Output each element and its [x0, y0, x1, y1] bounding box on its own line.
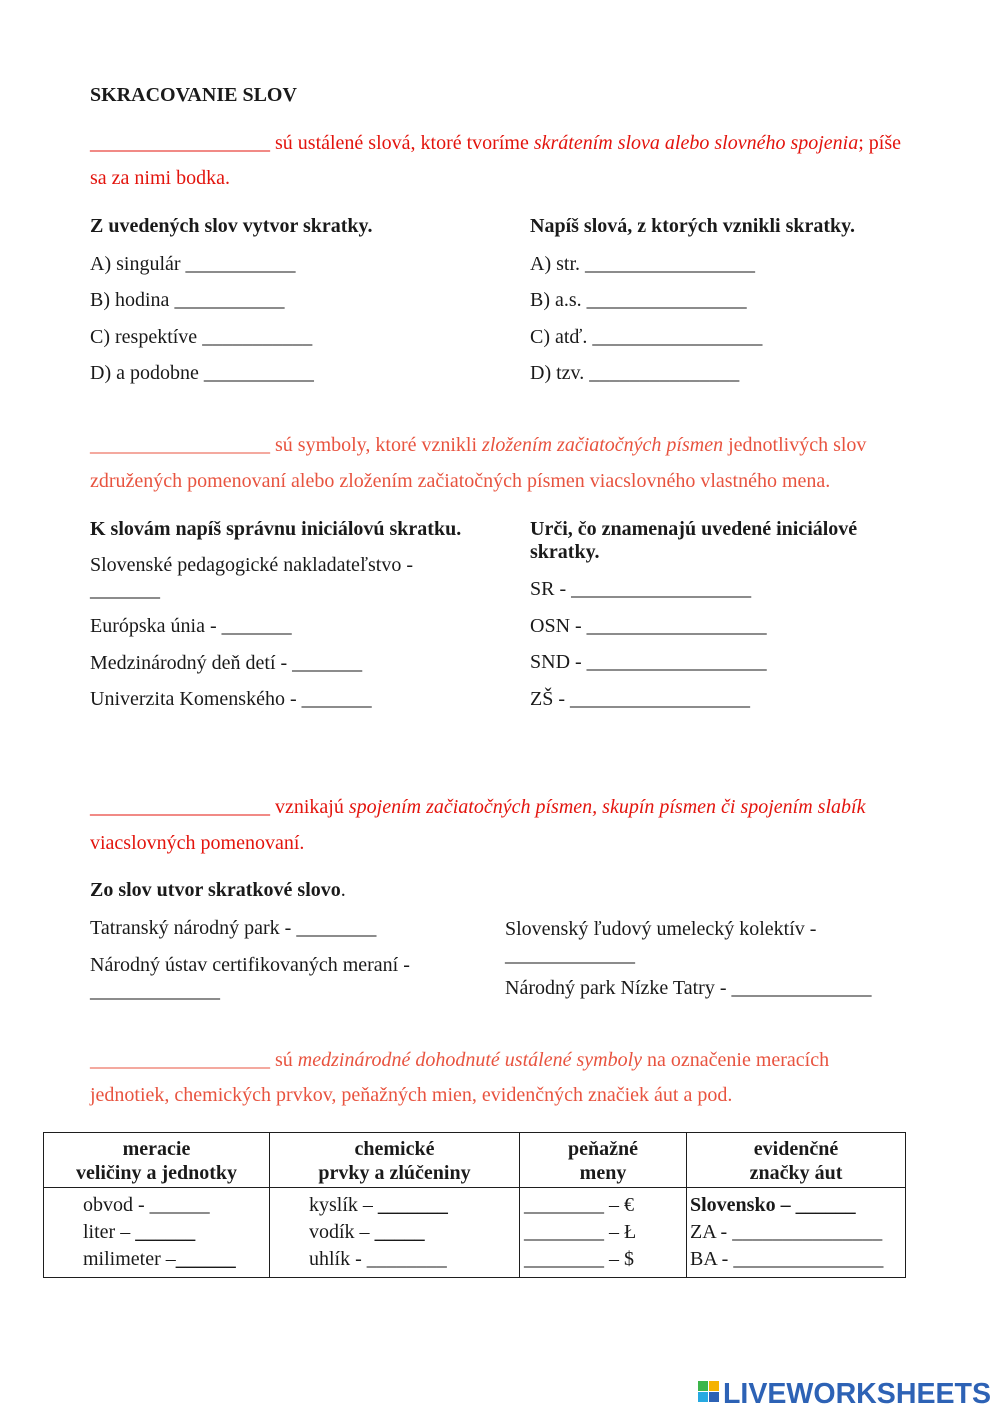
answer-blank[interactable]: ______ — [149, 1194, 210, 1216]
definition-blank[interactable]: __________________ — [90, 796, 270, 818]
table-entry — [524, 1192, 684, 1219]
entry-label: obvod - — [83, 1194, 145, 1216]
table-header-cell — [270, 1133, 520, 1188]
definition-italic: medzinárodné dohodnuté ustálené symboly — [297, 1049, 642, 1071]
header-line: prvky a zlúčeniny — [318, 1162, 471, 1184]
item-label: OSN - — [530, 615, 582, 637]
exercise-item — [530, 325, 762, 349]
entry-label: liter – — [83, 1221, 131, 1243]
definition-italic: zložením začiatočných písmen — [482, 434, 724, 456]
exercise-item — [90, 651, 362, 675]
answer-blank[interactable]: __________________ — [571, 578, 752, 600]
table-entry — [309, 1219, 517, 1246]
answer-blank[interactable]: _____________ — [90, 980, 220, 1002]
table-row — [44, 1188, 906, 1278]
definition-line — [90, 131, 901, 155]
table-entry — [309, 1246, 517, 1273]
entry-label: ZA - — [690, 1221, 728, 1243]
exercise-item — [90, 916, 376, 940]
item-label: SR - — [530, 578, 567, 600]
entry-label: – Ł — [609, 1221, 637, 1243]
item-label: Slovenské pedagogické nakladateľstvo - — [90, 554, 414, 576]
exercise-item — [530, 288, 747, 312]
answer-blank[interactable]: _______ — [301, 688, 372, 710]
table-cell — [270, 1188, 520, 1278]
definition-line — [90, 795, 865, 819]
table-entry — [524, 1219, 684, 1246]
exercise-item — [530, 577, 751, 601]
definition-line — [90, 1048, 829, 1072]
logo-text: LIVEWORKSHEETS — [723, 1378, 991, 1406]
answer-blank[interactable]: __________________ — [586, 651, 767, 673]
answer-blank[interactable]: _____ — [374, 1221, 425, 1243]
entry-label: – $ — [609, 1248, 634, 1270]
definition-blank[interactable]: __________________ — [90, 434, 270, 456]
exercise-heading: K slovám napíš správnu iniciálovú skratku. — [90, 518, 462, 540]
item-label: D) tzv. — [530, 362, 585, 384]
header-line: evidenčné — [753, 1138, 839, 1160]
table-header-cell — [520, 1133, 687, 1188]
header-line: meny — [579, 1162, 627, 1184]
logo-icon — [698, 1381, 719, 1402]
header-line: peňažné — [568, 1138, 638, 1160]
answer-blank[interactable]: __________________ — [586, 615, 767, 637]
exercise-heading-text: Zo slov utvor skratkové slovo — [90, 879, 341, 901]
item-label: Národný park Nízke Tatry - — [505, 977, 727, 999]
entry-label: kyslík – — [309, 1194, 373, 1216]
table-header-cell — [44, 1133, 270, 1188]
answer-blank[interactable]: ________ — [524, 1194, 604, 1216]
exercise-heading: Urči, čo znamenajú uvedené iniciálové skratky. — [530, 518, 858, 563]
definition-text-end: na označenie meracích — [647, 1049, 830, 1071]
entry-label: vodík – — [309, 1221, 370, 1243]
table-entry — [524, 1246, 684, 1273]
exercise-item — [90, 553, 413, 603]
definition-line — [90, 433, 866, 457]
answer-blank[interactable]: ______ — [135, 1221, 196, 1243]
header-line: značky áut — [749, 1162, 843, 1184]
entry-label: Slovensko – — [690, 1194, 791, 1216]
answer-blank[interactable]: _______________ — [589, 362, 740, 384]
exercise-item — [530, 361, 739, 385]
exercise-heading-period: . — [340, 879, 346, 901]
header-line: chemické — [354, 1138, 435, 1160]
entry-label: milimeter – — [83, 1248, 176, 1270]
exercise-heading: Z uvedených slov vytvor skratky. — [90, 215, 373, 237]
exercise-item — [530, 650, 767, 674]
table-entry — [690, 1192, 903, 1219]
definition-line-2: združených pomenovaní alebo zložením začiatočných písmen viacslovného vlastného mena. — [90, 470, 831, 492]
item-label: Európska únia - — [90, 615, 217, 637]
definition-line-2: viacslovných pomenovaní. — [90, 832, 305, 854]
exercise-item — [530, 252, 755, 276]
exercise-item — [90, 252, 296, 276]
exercise-item — [90, 288, 284, 312]
definition-text: sú symboly, ktoré vznikli — [275, 434, 478, 456]
answer-blank[interactable]: ___________ — [202, 326, 313, 348]
header-line: veličiny a jednotky — [75, 1162, 238, 1184]
item-label: D) a podobne — [90, 362, 199, 384]
table-entry — [83, 1246, 267, 1273]
item-label: Národný ústav certifikovaných meraní - — [90, 954, 410, 976]
answer-blank[interactable]: _______ — [221, 615, 292, 637]
answer-blank[interactable]: ________________ — [586, 289, 747, 311]
answer-blank[interactable]: ______________ — [731, 977, 872, 999]
answer-blank[interactable]: _____________ — [505, 944, 635, 966]
table-cell — [44, 1188, 270, 1278]
table-header-cell — [687, 1133, 906, 1188]
definition-blank[interactable]: __________________ — [90, 132, 270, 154]
definition-line-2: jednotiek, chemických prvkov, peňažných mien, evidenčných značiek áut a pod. — [90, 1084, 733, 1106]
answer-blank[interactable]: _______ — [292, 652, 363, 674]
item-label: Slovenský ľudový umelecký kolektív - — [505, 918, 817, 940]
definition-text: vznikajú — [275, 796, 344, 818]
item-label: C) respektíve — [90, 326, 198, 348]
item-label: ZŠ - — [530, 688, 565, 710]
exercise-item — [505, 976, 871, 1000]
table-entry — [83, 1192, 267, 1219]
answer-blank[interactable]: _________________ — [585, 253, 755, 275]
item-label: Tatranský národný park - — [90, 917, 292, 939]
exercise-item — [530, 687, 750, 711]
answer-blank[interactable]: __________________ — [570, 688, 750, 710]
item-label: B) hodina — [90, 289, 170, 311]
exercise-item — [90, 687, 372, 711]
definition-text-end: jednotlivých slov — [728, 434, 867, 456]
answer-blank[interactable]: ___________ — [185, 253, 296, 275]
page-title: SKRACOVANIE SLOV — [90, 84, 297, 106]
answer-blank[interactable]: _________________ — [592, 326, 763, 348]
item-label: A) singulár — [90, 253, 181, 275]
item-label: Univerzita Komenského - — [90, 688, 297, 710]
answer-blank[interactable]: _______________ — [732, 1221, 883, 1243]
definition-text-end: ; píše — [858, 132, 902, 154]
answer-blank[interactable]: ________ — [524, 1248, 604, 1270]
exercise-heading — [90, 878, 346, 902]
answer-blank[interactable]: _______ — [377, 1194, 448, 1216]
header-line: meracie — [122, 1138, 191, 1160]
answer-blank[interactable]: ___________ — [174, 289, 285, 311]
item-label: Medzinárodný deň detí - — [90, 652, 288, 674]
table-entry — [83, 1219, 267, 1246]
answer-blank[interactable]: _______________ — [733, 1248, 884, 1270]
definition-italic: skrátením slova alebo slovného spojenia — [533, 132, 859, 154]
exercise-item — [90, 952, 410, 1004]
item-label: SND - — [530, 651, 582, 673]
exercise-item — [530, 614, 767, 638]
item-label: C) atď. — [530, 326, 588, 348]
table-header-row — [44, 1133, 906, 1188]
definition-italic: spojením začiatočných písmen, skupín písmen či spojením slabík — [348, 796, 866, 818]
answer-blank[interactable]: _______ — [90, 579, 160, 601]
item-label: B) a.s. — [530, 289, 582, 311]
answer-blank[interactable]: ________ — [366, 1248, 447, 1270]
answer-blank[interactable]: ______ — [795, 1194, 856, 1216]
table-cell — [520, 1188, 687, 1278]
definition-text: sú — [275, 1049, 293, 1071]
answer-blank[interactable]: ________ — [524, 1221, 604, 1243]
table-entry — [690, 1246, 903, 1273]
liveworksheets-logo — [696, 1378, 994, 1406]
exercise-item — [90, 325, 312, 349]
table-entry — [309, 1192, 517, 1219]
exercise-item — [505, 916, 816, 968]
answer-blank[interactable]: ___________ — [203, 362, 314, 384]
exercise-item — [90, 361, 314, 385]
exercise-item — [90, 614, 292, 638]
definition-blank[interactable]: __________________ — [90, 1049, 270, 1071]
table-cell — [687, 1188, 906, 1278]
entry-label: uhlík - — [309, 1248, 362, 1270]
exercise-heading: Napíš slová, z ktorých vznikli skratky. — [530, 215, 856, 237]
answer-blank[interactable]: ______ — [175, 1248, 236, 1270]
item-label: A) str. — [530, 253, 580, 275]
entry-label: – € — [609, 1194, 634, 1216]
entry-label: BA - — [690, 1248, 729, 1270]
table-entry — [690, 1219, 903, 1246]
answer-blank[interactable]: ________ — [296, 917, 377, 939]
definition-line-2: sa za nimi bodka. — [90, 167, 230, 189]
definition-text: sú ustálené slová, ktoré tvoríme — [275, 132, 529, 154]
symbols-table — [43, 1132, 906, 1278]
